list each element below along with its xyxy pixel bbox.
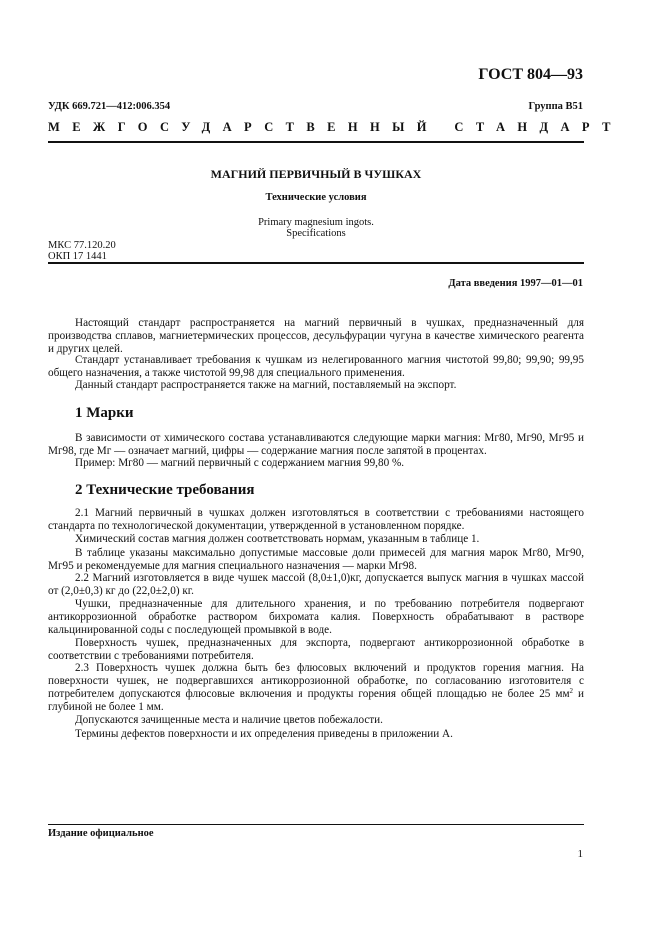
section-heading: 2 Технические требования [75, 482, 255, 498]
clause-2-3-text: 2.3 Поверхность чушек должна быть без флюсовых включений и продуктов горения магния. На поверхности чушек, не подвергавшихся антикоррозионной обработке, по согласованию изготовителя с потребителем допускаются флюсовые включения и продукты горения общей площадью не более 25 мм [48, 662, 584, 701]
page-number: 1 [577, 848, 583, 860]
document-title: МАГНИЙ ПЕРВИЧНЫЙ В ЧУШКАХ [210, 167, 422, 181]
intro-paragraph: Настоящий стандарт распространяется на магний первичный в чушках, предназначенный для производства сплавов, магниетермических процессов, десульфурации чугуна в качестве химического реагента и других целей. [48, 317, 584, 356]
official-edition-label: Издание официальное [48, 828, 154, 839]
intro-paragraph: Стандарт устанавливает требования к чушкам из нелегированного магния чистотой 99,80; 99,90; 99,95 общего назначения, а также чистотой 99,98 для специального применения. [48, 354, 584, 380]
top-rule [48, 141, 584, 143]
section-paragraph: Термины дефектов поверхности и их определения приведены в приложении А. [75, 728, 453, 740]
group-code: Группа В51 [528, 101, 583, 112]
english-title-line2: Specifications [286, 228, 346, 239]
footer-rule [48, 824, 584, 825]
standard-type-banner: МЕЖГОСУДАРСТВЕННЫЙ СТАНДАРТ [48, 120, 623, 134]
udk-code: УДК 669.721—412:006.354 [48, 101, 171, 112]
section-paragraph: Поверхность чушек, предназначенных для экспорта, подвергают антикоррозионной обработке в соответствии с требованиями потребителя. [48, 637, 584, 663]
codes-rule [48, 262, 584, 264]
mks-code: МКС 77.120.20 [48, 240, 116, 251]
document-subtitle: Технические условия [265, 192, 367, 203]
clause-2-3 [48, 662, 584, 714]
section-heading: 1 Марки [75, 405, 134, 421]
intro-paragraph: Данный стандарт распространяется также на магний, поставляемый на экспорт. [75, 379, 457, 391]
section-paragraph: В зависимости от химического состава устанавливаются следующие марки магния: Мг80, Мг90, Мг95 и Мг98, где Мг — означает магний, цифры — содержание магния после запятой в процентах. [48, 432, 584, 458]
clause-2-1: 2.1 Магний первичный в чушках должен изготовляться в соответствии с требованиями настоящего стандарта по технологической документации, утвержденной в установленном порядке. [48, 507, 584, 533]
english-title-line1: Primary magnesium ingots. [258, 217, 374, 228]
introduction-date: Дата введения 1997—01—01 [448, 278, 583, 289]
clause-2-3-text-end: и глубиной не более 1 мм. [48, 688, 584, 714]
gost-number: ГОСТ 804—93 [478, 66, 583, 83]
clause-2-2: 2.2 Магний изготовляется в виде чушек массой (8,0±1,0)кг, допускается выпуск магния в чушках массой от (2,0±0,3) кг до (22,0±2,0) кг. [48, 572, 584, 598]
section-paragraph: Допускаются зачищенные места и наличие цветов побежалости. [75, 714, 383, 726]
superscript-2: 2 [569, 687, 574, 696]
section-paragraph: Чушки, предназначенные для длительного хранения, и по требованию потребителя подвергают антикоррозионной обработке раствором бихромата калия. Поверхность обрабатывают в растворе кальцинированной соды с последующей промывкой в воде. [48, 598, 584, 637]
section-paragraph: Пример: Мг80 — магний первичный с содержанием магния 99,80 %. [75, 457, 405, 469]
section-paragraph: Химический состав магния должен соответствовать нормам, указанным в таблице 1. [75, 533, 480, 545]
okp-code: ОКП 17 1441 [48, 251, 107, 262]
section-paragraph: В таблице указаны максимально допустимые массовые доли примесей для магния марок Мг80, Мг90, Мг95 и рекомендуемые для магния специального назначения — марки Мг98. [48, 547, 584, 573]
